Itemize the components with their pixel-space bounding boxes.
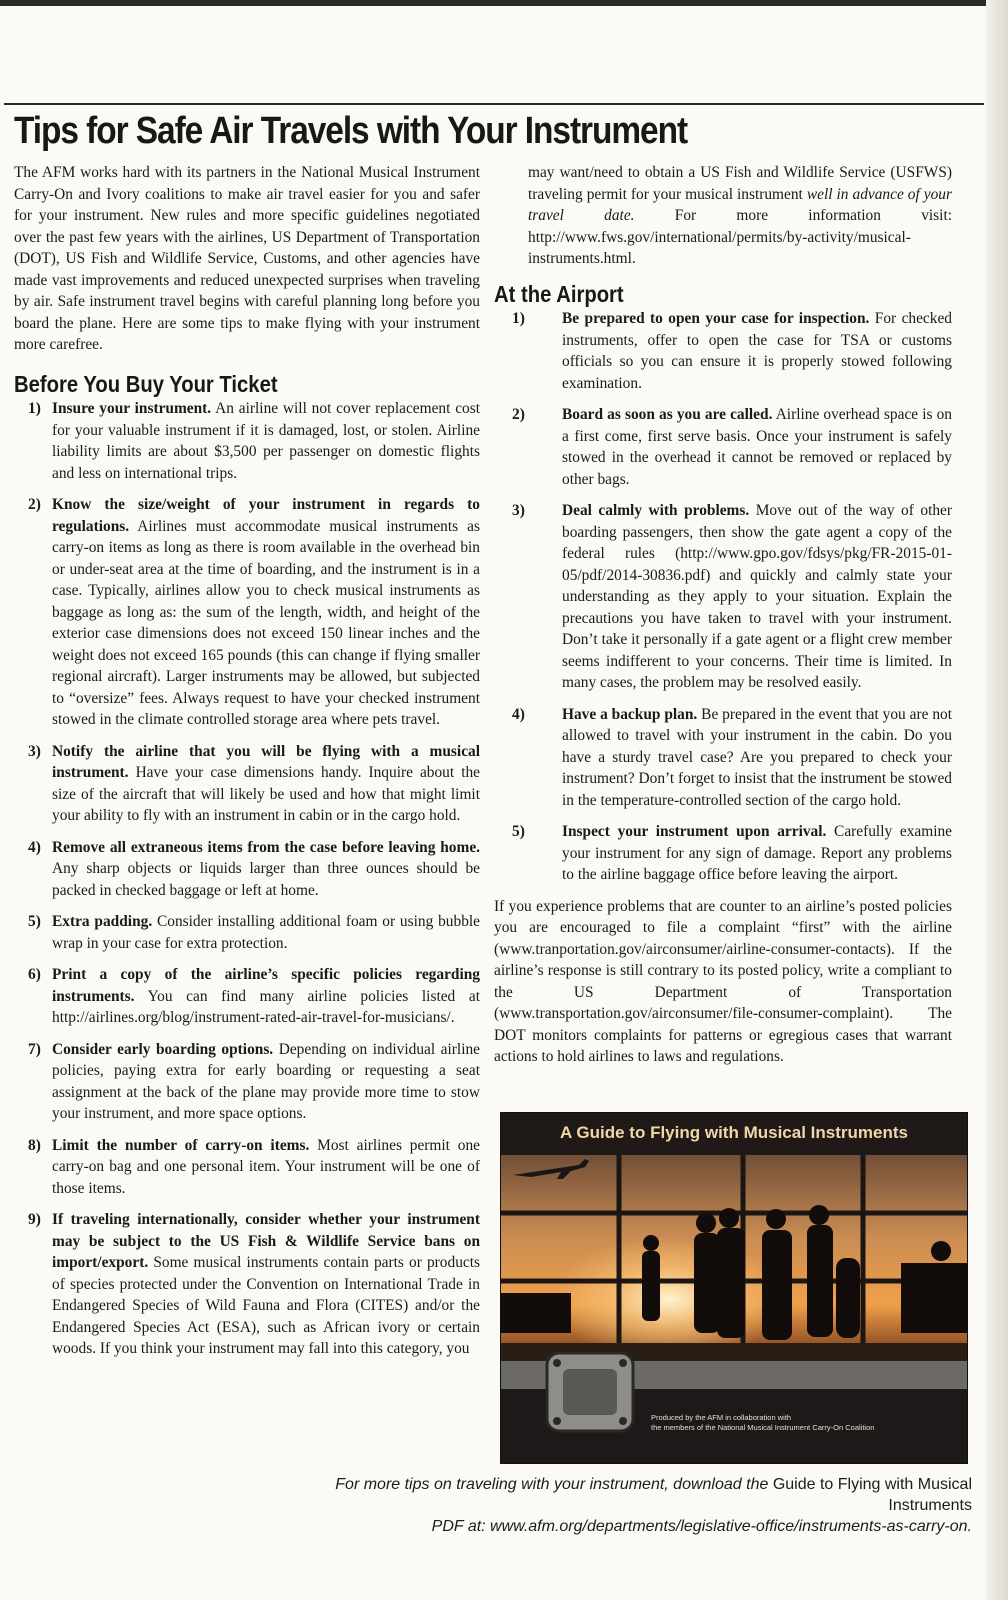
page-edge-shadow	[986, 0, 1008, 1600]
list-item: 2) Board as soon as you are called. Airline overhead space is on a first come, first serve basis. Once your instrument is safely stowed in the overhead it cannot be removed or replaced by other bags.	[512, 406, 952, 488]
list-item: 7) Consider early boarding options. Depending on individual airline policies, paying extra for early boarding or requesting a seat assignment at the back of the plane may provide more time to stow your instrument, and more space options.	[28, 1040, 480, 1122]
airport-silhouette-illustration	[501, 1113, 967, 1463]
guide-cover-image	[500, 1112, 968, 1464]
list-item: 8) Limit the number of carry-on items. Most airlines permit one carry-on bag and one personal item. Your instrument will be one of those items.	[28, 1136, 481, 1197]
list-item: 4) Have a backup plan. Be prepared in the event that you are not allowed to travel with your instrument in the cabin. Do you have a sturdy travel case? Are you prepared to check your instrument? Don’t forget to insist that the instrument be stowed in the temperature-controlled section of the cargo hold.	[512, 705, 952, 809]
list-item: 5) Inspect your instrument upon arrival. Carefully examine your instrument for any sign of damage. Report any problems to the airline baggage office before leaving the airport.	[512, 823, 952, 883]
list-item: 1) Insure your instrument. An airline will not cover replacement cost for your valuable instrument if it is damaged, lost, or stolen. Airline liability limits are about $3,500 per passenger on domestic flights and less on international trips.	[28, 400, 480, 482]
airport-list	[512, 308, 952, 886]
list-item: 5) Extra padding. Consider installing additional foam or using bubble wrap in your case for extra protection.	[28, 913, 480, 952]
right-column	[494, 162, 952, 1068]
top-border	[0, 0, 1008, 6]
list-item: 6) Print a copy of the airline’s specific policies regarding instruments. You can find many airline policies listed at http://airlines.org/blog/instrument-rated-air-travel-for-musicians/.	[28, 966, 480, 1026]
intro-paragraph: The AFM works hard with its partners in the National Musical Instrument Carry-On and Ivory coalitions to make air travel easier for you and safer for your instrument. New rules and more specific guidelines negotiated over the past few years with the airlines, US Department of Transportation (DOT), US Fish and Wildlife Service, Customs, and other agencies have made vast improvements and reduced unexpected surprises when traveling by air. Safe instrument travel begins with careful planning long before you board the plane. Here are some tips to make flying with your instrument more carefree.	[14, 164, 480, 353]
list-item: 1) Be prepared to open your case for inspection. For checked instruments, offer to open the case for TSA or customs officials so you can ensure it is properly stowed following examination.	[512, 310, 952, 392]
before-list	[14, 398, 480, 1360]
header-rule	[4, 103, 984, 105]
complaint-paragraph: If you experience problems that are counter to an airline’s posted policies you are encouraged to file a complaint “first” with the airline (www.tranportation.gov/airconsumer/airline-consumer-contacts). If the airline’s response is still contrary to its posted policy, write a compliant to the US Department of Transportation (www.transportation.gov/airconsumer/file-consumer-complaint). The DOT monitors complaints for patterns or egregious cases that warrant actions to hold airlines to laws and regulations.	[494, 897, 952, 1065]
list-item: 4) Remove all extraneous items from the case before leaving home. Any sharp objects or liquids larger than three ounces should be packed in checked baggage or left at home.	[28, 838, 480, 899]
guide-credit: Produced by the AFM in collaboration with the members of the National Musical Instrument Carry-On Coalition	[651, 1413, 875, 1432]
continuation-paragraph: may want/need to obtain a US Fish and Wildlife Service (USFWS) traveling permit for your musical instrument well in advance of your travel date. For more information visit: http://www.fws.gov/international/permits/by-activity/musical-instruments.html.	[528, 164, 952, 267]
list-item: 2) Know the size/weight of your instrument in regards to regulations. Airlines must accommodate musical instruments as carry-on items as long as there is room available in the overhead bin or under-seat area at the time of boarding, and the instrument is in a case. Typically, airlines allow you to check musical instruments as baggage as long as: the sum of the length, width, and height of the exterior case dimensions does not exceed 150 linear inches and the weight does not exceed 165 pounds (this can change if flying smaller regional aircraft). Larger instruments may be allowed, but subjected to “oversize” fees. Always request to have your checked instrument stowed in the climate controlled storage area where pets travel.	[28, 496, 480, 728]
left-column	[14, 162, 480, 1370]
list-item: 3) Notify the airline that you will be flying with a musical instrument. Have your case dimensions handy. Inquire about the size of the aircraft that will likely be used and how that might limit your ability to fly with an instrument in cabin or in the cargo hold.	[28, 742, 480, 824]
article-title: Tips for Safe Air Travels with Your Instrument	[14, 110, 688, 152]
list-item: 3) Deal calmly with problems. Move out of the way of other boarding passengers, then show the gate agent a copy of the federal rules (http://www.gpo.gov/fdsys/pkg/FR-2015-01-05/pdf/2014-30836.pdf) and quickly and calmly state your understanding as they apply to your situation. Explain the precautions you have taken to travel with your instrument. Don’t take it personally if a gate agent or a flight crew member seems indifferent to your concerns. Their time is limited. In many cases, the problem may be resolved easily.	[512, 502, 952, 691]
airport-heading: At the Airport	[494, 280, 624, 307]
list-item: 9) If traveling internationally, consider whether your instrument may be subject to the US Fish & Wildlife Service bans on import/export. Some musical instruments contain parts or products of species protected under the Convention on International Trade in Endangered Species of Wild Fauna and Flora (CITES) and/or the Endangered Species Act (ESA), such as African ivory or certain woods. If you think your instrument may fall into this category, you	[28, 1211, 480, 1357]
footnote: For more tips on traveling with your instrument, download the Guide to Flying with Musical Instruments PDF at: www.afm.org/departments/legislative-office/instruments-as-carry-on.	[335, 1476, 972, 1535]
before-heading: Before You Buy Your Ticket	[14, 370, 278, 397]
case-latch-icon	[547, 1353, 633, 1431]
guide-title: A Guide to Flying with Musical Instruments	[560, 1123, 908, 1142]
